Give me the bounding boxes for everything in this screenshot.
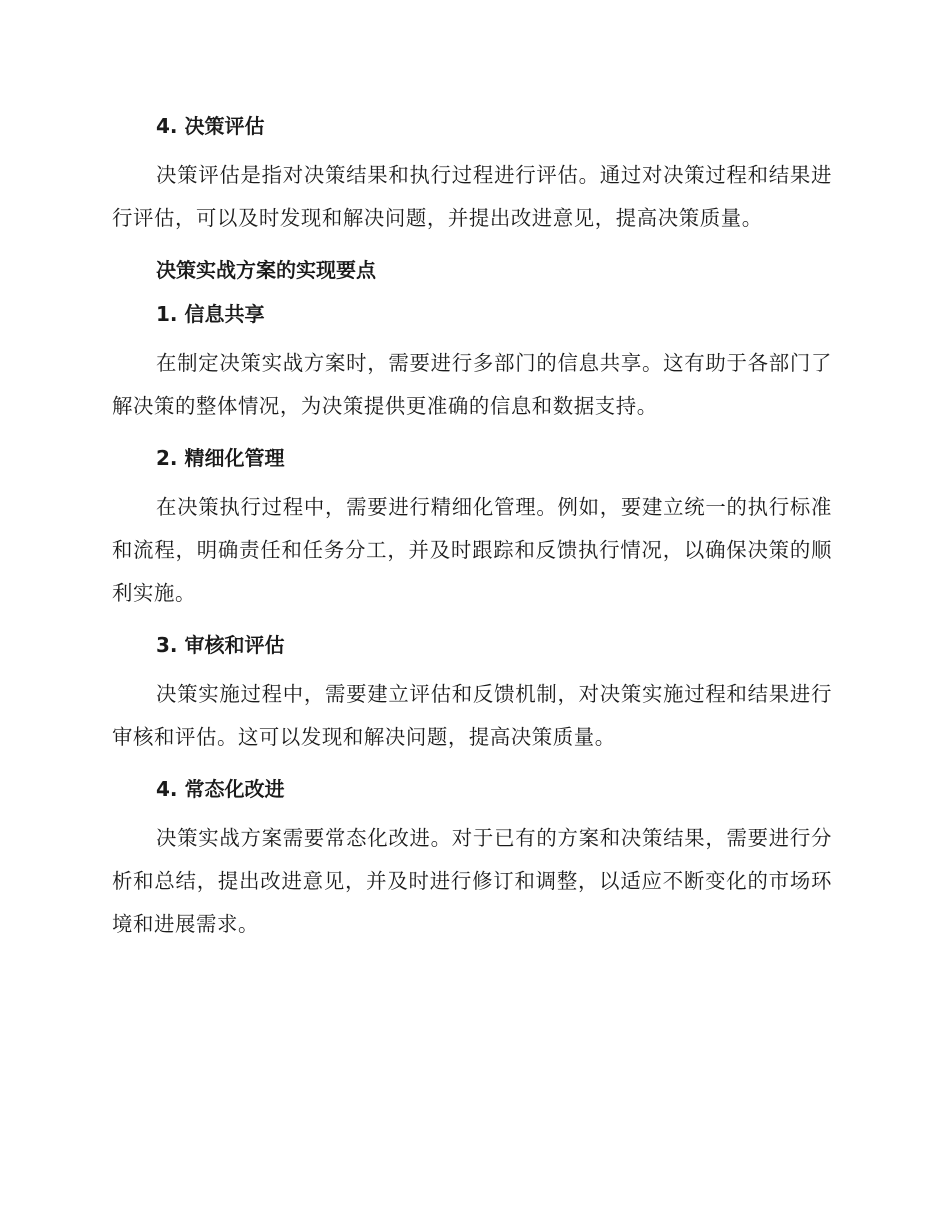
paragraph-refined-management: 在决策执行过程中，需要进行精细化管理。例如，要建立统一的执行标准和流程，明确责任和任务分工，并及时跟踪和反馈执行情况，以确保决策的顺利实施。 bbox=[112, 495, 832, 605]
paragraph-decision-evaluation: 决策评估是指对决策结果和执行过程进行评估。通过对决策过程和结果进行评估，可以及时发现和解决问题，并提出改进意见，提高决策质量。 bbox=[112, 163, 832, 230]
section-heading-continuous-improvement: 4. 常态化改进 bbox=[156, 777, 285, 801]
section-heading-key-points: 决策实战方案的实现要点 bbox=[156, 258, 376, 282]
paragraph-information-sharing: 在制定决策实战方案时，需要进行多部门的信息共享。这有助于各部门了解决策的整体情况，为决策提供更准确的信息和数据支持。 bbox=[112, 351, 832, 418]
section-heading-decision-evaluation: 4. 决策评估 bbox=[156, 114, 265, 138]
paragraph-continuous-improvement: 决策实战方案需要常态化改进。对于已有的方案和决策结果，需要进行分析和总结，提出改进意见，并及时进行修订和调整，以适应不断变化的市场环境和进展需求。 bbox=[112, 826, 832, 936]
section-heading-review-evaluation: 3. 审核和评估 bbox=[156, 633, 285, 657]
document-page bbox=[112, 104, 832, 954]
section-heading-refined-management: 2. 精细化管理 bbox=[156, 446, 285, 470]
section-heading-information-sharing: 1. 信息共享 bbox=[156, 302, 265, 326]
paragraph-review-evaluation: 决策实施过程中，需要建立评估和反馈机制，对决策实施过程和结果进行审核和评估。这可以发现和解决问题，提高决策质量。 bbox=[112, 682, 832, 749]
